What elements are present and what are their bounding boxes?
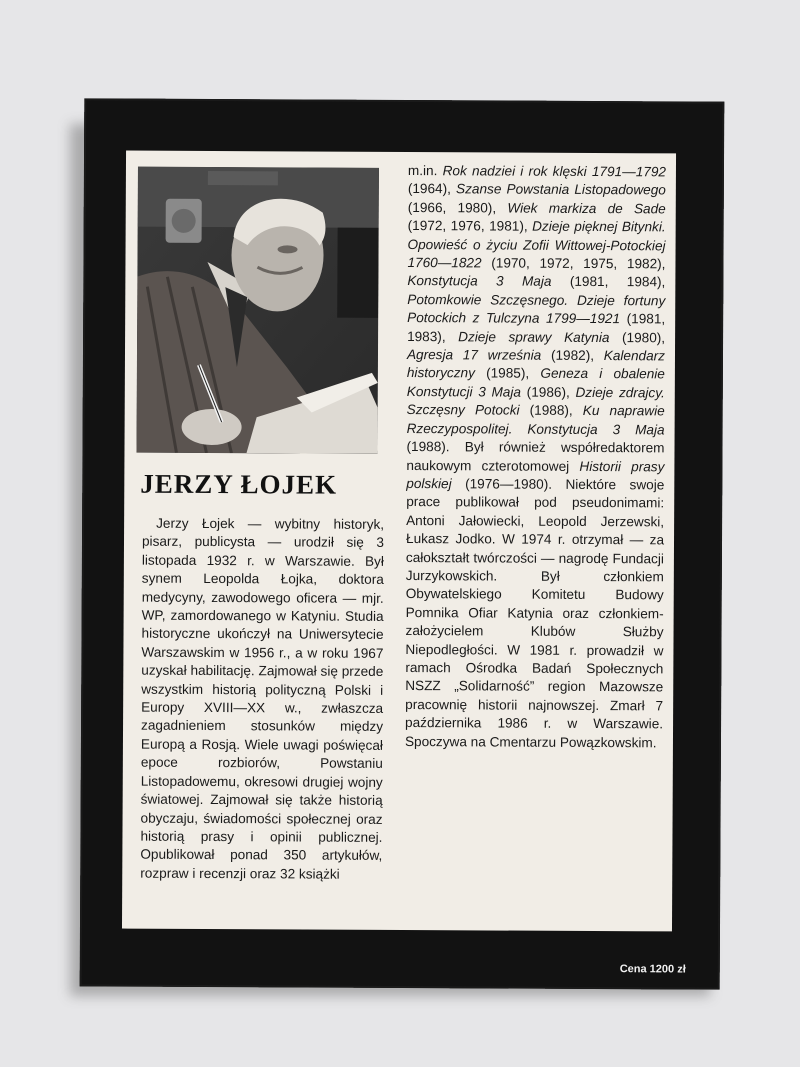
author-name: JERZY ŁOJEK <box>140 468 338 500</box>
bio-text-run: (1976—1980). Niektóre swoje prace publikował pod pseudonimami: Antoni Jałowiecki, Leopold Jerzewski, Łukasz Jodko. W 1974 r. otrzymał — za całokształt twórczości — nagrodę Fundacji Jurzykowskich. Był członkiem Obywatelskiego Komitetu Budowy Pomnika Ofiar Katynia oraz członkiem-założycielem Klubów Służby Niepodległości. W 1981 r. prowadził w ramach Ośrodka Badań Społecznych NSZZ „Solidarność” region Mazowsze pracownię historii najnowszej. Zmarł 7 października 1986 r. w Warszawie. Spoczywa na Cmentarzu Powązkowskim. <box>404 476 665 750</box>
book-title-text: Konstytucja 3 Maja <box>407 273 552 290</box>
bio-left-column: Jerzy Łojek — wybitny historyk, pisarz, publicysta — urodził się 3 listopada 1932 r. w Warszawie. Był synem Leopolda Łojka, doktora medycyny, zawodowego oficera — mjr. WP, zamordowanego w Katyniu. Studia historyczne ukończył na Uniwersytecie Warszawskim w 1956 r., a w roku 1967 uzyskał habilitację. Zajmował się przede wszystkim historią polityczną Polski i Europy XVIII—XX w., zwłaszcza zagadnieniem stosunków między Europą a Rosją. Wiele uwagi poświęcał epoce rozbiorów, Powstaniu Listopadowemu, okresowi drugiej wojny światowej. Zajmował się także historią obyczaju, świadomości społecznej oraz historią prasy i opinii publicznej. Opublikował ponad 350 artykułów, rozpraw i recenzji oraz 32 książki <box>140 515 385 882</box>
bio-text-run: (1988), <box>519 402 583 419</box>
bio-text-run: (1986), <box>520 384 576 400</box>
book-title-text: Historii prasy polskiej <box>406 458 665 492</box>
author-photo-image <box>136 167 378 454</box>
bio-text-run: (1981, 1983), <box>407 311 666 344</box>
book-title-text: Dzieje pięknej Bitynki. Opowieść o życiu Zofii Wittowej-Potockiej 1760—1822 <box>407 218 666 271</box>
author-photo <box>136 167 378 454</box>
book-title-text: Szanse Powstania Listopadowego <box>456 181 666 198</box>
book-title-text: Wiek markiza de Sade <box>507 200 666 217</box>
book-title-text: Geneza i obalenie Konstytucji 3 Maja <box>406 366 665 400</box>
book-title-text: Rok nadziei i rok klęski 1791—1792 <box>442 163 667 180</box>
book-title-text: Ku naprawie Rzeczypospolitej. Konstytucja 3 Maja <box>406 403 665 438</box>
book-title-text: Agresja 17 września <box>406 347 542 363</box>
bio-text-run: (1964), <box>407 181 457 197</box>
price-label: Cena 1200 zł <box>619 963 686 976</box>
bio-text-run: (1982), <box>541 347 604 364</box>
bio-text-run: (1988). Był również współredaktorem naukowym czterotomowej <box>406 439 665 474</box>
bio-text-run: (1980), <box>609 329 666 346</box>
bio-text-run: (1985), <box>474 365 541 382</box>
book-title-text: Kalendarz historyczny <box>406 348 666 381</box>
bio-right-column <box>405 162 666 752</box>
book-title-text: Potomkowie Szczęsnego. Dzieje fortuny Potockich z Tulczyna 1799—1921 <box>407 291 666 327</box>
bio-text-run: m.in. <box>407 163 443 179</box>
book-title-text: Dzieje zdrajcy. Szczęsny Potocki <box>406 384 665 418</box>
bio-text-run: (1966, 1980), <box>407 199 508 216</box>
book-title-text: Dzieje sprawy Katynia <box>458 328 610 345</box>
bio-text-run: (1970, 1972, 1975, 1982), <box>481 255 666 272</box>
author-bio-panel <box>122 151 676 932</box>
bio-text-run: (1972, 1976, 1981), <box>407 218 533 234</box>
book-back-cover <box>80 98 725 989</box>
bio-text-run: (1981, 1984), <box>551 274 666 290</box>
